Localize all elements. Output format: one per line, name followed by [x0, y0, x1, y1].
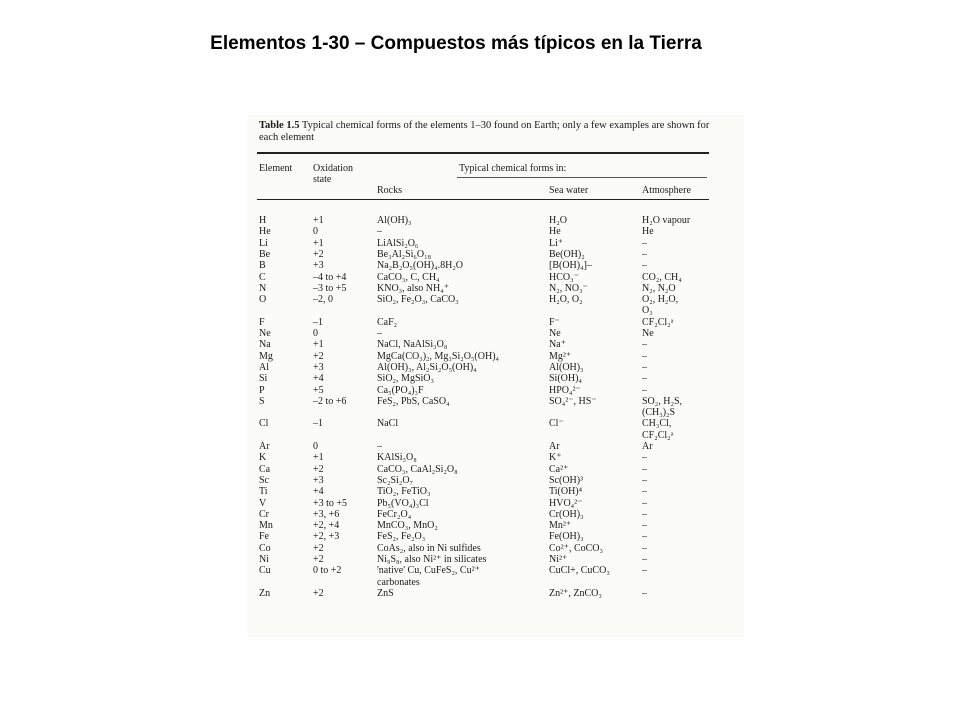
table-row: [247, 294, 744, 305]
cell-atmosphere: CH₃Cl,: [642, 418, 672, 430]
table-row: [247, 464, 744, 475]
cell-rocks: FeCr₂O₄: [377, 508, 412, 520]
table-row: [247, 441, 744, 452]
cell-oxidation: –1: [313, 316, 323, 328]
cell-atmosphere: O₂, H₂O,: [642, 294, 679, 306]
cell-element: Ti: [259, 486, 268, 498]
table-row: [247, 260, 744, 271]
cell-sea-water: Li⁺: [549, 237, 564, 249]
cell-atmosphere: SO₂, H₂S,: [642, 395, 683, 407]
cell-atmosphere: He: [642, 226, 654, 238]
cell-oxidation: +5: [313, 384, 324, 396]
table-row: [247, 565, 744, 576]
table-row: [247, 373, 744, 384]
table-row: [247, 486, 744, 497]
cell-sea-water: N₂, NO₃⁻: [549, 282, 588, 294]
cell-oxidation: +2, +4: [313, 520, 340, 532]
cell-element: Be: [259, 248, 271, 260]
cell-oxidation: +1: [313, 339, 324, 351]
cell-rocks: 'native' Cu, CuFeS₂, Cu²⁺: [377, 565, 480, 577]
cell-sea-water: Ni²⁺: [549, 554, 568, 565]
cell-oxidation: +1: [313, 215, 324, 226]
cell-atmosphere: Ne: [642, 328, 654, 339]
cell-oxidation: –2 to +6: [313, 395, 347, 407]
table-row: [247, 430, 744, 441]
cell-oxidation: +2: [313, 542, 324, 554]
cell-sea-water: Na⁺: [549, 339, 566, 351]
cell-atmosphere: –: [642, 587, 647, 599]
cell-element: Cu: [259, 565, 271, 577]
cell-atmosphere: CF₂Cl₂ᵃ: [642, 429, 674, 441]
cell-oxidation: +2: [313, 350, 324, 362]
cell-oxidation: +3: [313, 361, 324, 373]
cell-element: P: [259, 384, 265, 396]
cell-atmosphere: –: [642, 237, 647, 249]
cell-oxidation: +4: [313, 486, 324, 498]
table-row: [247, 418, 744, 429]
table-row: [247, 531, 744, 542]
cell-sea-water: [B(OH)₄]–: [549, 260, 592, 272]
cell-sea-water: Mn²⁺: [549, 520, 572, 532]
cell-sea-water: Be(OH)₂: [549, 248, 585, 260]
cell-atmosphere: –: [642, 508, 647, 520]
cell-oxidation: +2: [313, 587, 324, 599]
cell-element: Co: [259, 542, 271, 554]
table-row: [247, 317, 744, 328]
cell-rocks: SiO₂, Fe₂O₃, CaCO₃: [377, 294, 459, 306]
table-caption-text: Typical chemical forms of the elements 1–30 found on Earth; only a few examples are shown for each element: [259, 120, 710, 143]
cell-oxidation: 0: [313, 328, 318, 339]
table-label: Table 1.5: [259, 120, 300, 131]
cell-rocks: CaCO₃, CaAl₂Si₂O₈: [377, 463, 458, 475]
cell-sea-water: CuCl+, CuCO₃: [549, 565, 610, 577]
table-row: [247, 385, 744, 396]
cell-atmosphere: CF₂Cl₂ᵃ: [642, 316, 674, 328]
cell-sea-water: Ar: [549, 441, 560, 452]
table-row: [247, 362, 744, 373]
table-row: [247, 339, 744, 350]
cell-element: K: [259, 452, 267, 464]
cell-atmosphere: N₂, N₂O: [642, 282, 676, 294]
cell-oxidation: +3: [313, 474, 324, 486]
cell-element: O: [259, 294, 267, 306]
cell-rocks: SiO₂, MgSiO₃: [377, 373, 434, 385]
header-sea-water: Sea water: [549, 185, 589, 196]
cell-oxidation: +3 to +5: [313, 497, 348, 509]
cell-atmosphere: –: [642, 520, 647, 532]
cell-element: Zn: [259, 587, 271, 599]
cell-oxidation: 0: [313, 226, 318, 238]
cell-sea-water: HCO₃⁻: [549, 271, 579, 283]
table-row: [247, 226, 744, 237]
table-row: [247, 498, 744, 509]
cell-atmosphere: H₂O vapour: [642, 215, 691, 226]
cell-element: Ar: [259, 441, 270, 452]
cell-oxidation: –4 to +4: [313, 271, 347, 283]
cell-sea-water: SO₄²⁻, HS⁻: [549, 395, 597, 407]
cell-rocks: Be₃Al₂Si₆O₁₈: [377, 248, 432, 260]
table-row: [247, 238, 744, 249]
cell-rocks: KNO₃, also NH₄⁺: [377, 282, 449, 294]
cell-atmosphere: –: [642, 248, 647, 260]
cell-sea-water: Fe(OH)₃: [549, 531, 584, 543]
table-row: [247, 554, 744, 565]
cell-rocks: KAlSi₃O₈: [377, 452, 417, 464]
header-element: Element: [259, 163, 293, 174]
cell-atmosphere: –: [642, 565, 647, 577]
cell-sea-water: Ca²⁺: [549, 463, 569, 475]
cell-atmosphere: –: [642, 531, 647, 543]
table-caption: [259, 120, 729, 144]
cell-oxidation: +1: [313, 452, 324, 464]
cell-atmosphere: –: [642, 452, 647, 464]
cell-element: Ca: [259, 463, 271, 475]
scanned-table: [247, 115, 744, 637]
cell-oxidation: +3: [313, 260, 324, 272]
cell-atmosphere: (CH₃)₂S: [642, 407, 676, 419]
cell-element: N: [259, 282, 267, 294]
table-row: [247, 520, 744, 531]
cell-rocks: Sc₂Si₂O₇: [377, 474, 414, 486]
table-row: [247, 272, 744, 283]
cell-element: Cl: [259, 418, 269, 430]
cell-rocks: –: [377, 328, 382, 339]
cell-atmosphere: –: [642, 554, 647, 565]
cell-element: Ne: [259, 328, 271, 339]
table-row: [247, 305, 744, 316]
cell-element: V: [259, 497, 267, 509]
cell-rocks: MgCa(CO₃)₂, Mg₃Si₂O₅(OH)₄: [377, 350, 500, 362]
cell-rocks: –: [377, 441, 382, 452]
cell-oxidation: –1: [313, 418, 323, 430]
cell-rocks: CoAs₂, also in Ni sulfides: [377, 542, 481, 554]
cell-sea-water: Mg²⁺: [549, 350, 572, 362]
cell-rocks: FeS₂, PbS, CaSO₄: [377, 395, 450, 407]
top-rule: [257, 152, 709, 154]
cell-rocks: FeS₂, Fe₂O₃: [377, 531, 426, 543]
cell-atmosphere: CO₂, CH₄: [642, 271, 682, 283]
cell-oxidation: +2: [313, 554, 324, 565]
cell-oxidation: +4: [313, 373, 324, 385]
cell-sea-water: Al(OH)₃: [549, 361, 584, 373]
cell-element: Mg: [259, 350, 273, 362]
cell-rocks: Ca₅(PO₄)₃F: [377, 384, 424, 396]
cell-sea-water: H₂O: [549, 215, 567, 226]
table-row: [247, 407, 744, 418]
cell-rocks: MnCO₃, MnO₂: [377, 520, 438, 532]
table-row: [247, 283, 744, 294]
cell-atmosphere: –: [642, 373, 647, 385]
cell-rocks: Na₂B₂O₅(OH)₄.8H₂O: [377, 260, 464, 272]
cell-oxidation: –2, 0: [313, 294, 333, 306]
table-row: [247, 215, 744, 226]
cell-element: Na: [259, 339, 271, 351]
cell-atmosphere: –: [642, 260, 647, 272]
cell-element: Fe: [259, 531, 269, 543]
cell-element: F: [259, 316, 265, 328]
cell-atmosphere: –: [642, 497, 647, 509]
cell-oxidation: +2: [313, 463, 324, 475]
cell-element: Sc: [259, 474, 269, 486]
cell-oxidation: –3 to +5: [313, 282, 347, 294]
cell-oxidation: 0 to +2: [313, 565, 342, 577]
header-rocks: Rocks: [377, 185, 402, 196]
cell-atmosphere: –: [642, 463, 647, 475]
cell-rocks: NaCl, NaAlSi₃O₈: [377, 339, 448, 351]
cell-element: B: [259, 260, 266, 272]
cell-element: Ni: [259, 554, 269, 565]
cell-element: S: [259, 395, 265, 407]
cell-rocks: LiAlSi₂O₆: [377, 237, 419, 249]
cell-sea-water: Si(OH)₄: [549, 373, 582, 385]
cell-atmosphere: –: [642, 361, 647, 373]
cell-sea-water: K⁺: [549, 452, 562, 464]
cell-element: C: [259, 271, 266, 283]
cell-rocks: CaF₂: [377, 316, 398, 328]
table-row: [247, 588, 744, 599]
table-row: [247, 396, 744, 407]
header-oxidation-1: Oxidation: [313, 163, 353, 174]
cell-sea-water: F⁻: [549, 316, 560, 328]
table-row: [247, 543, 744, 554]
table-row: [247, 452, 744, 463]
cell-rocks: Pb₅(VO₄)₃Cl: [377, 497, 429, 509]
cell-atmosphere: –: [642, 542, 647, 554]
cell-sea-water: He: [549, 226, 561, 238]
cell-atmosphere: O₃: [642, 305, 653, 317]
cell-rocks: carbonates: [377, 576, 420, 588]
cell-sea-water: Sc(OH)³: [549, 474, 584, 486]
cell-atmosphere: –: [642, 350, 647, 362]
header-rule: [257, 199, 709, 200]
cell-rocks: Al(OH)₃, Al₂Si₂O₅(OH)₄: [377, 361, 477, 373]
cell-sea-water: Ti(OH)⁴: [549, 486, 583, 498]
cell-rocks: CaCO₃, C, CH₄: [377, 271, 440, 283]
cell-element: Cr: [259, 508, 269, 520]
cell-oxidation: +2: [313, 248, 324, 260]
table-row: [247, 577, 744, 588]
header-oxidation-2: state: [313, 174, 332, 185]
cell-rocks: TiO₂, FeTiO₃: [377, 486, 431, 498]
cell-sea-water: Cr(OH)₃: [549, 508, 584, 520]
cell-rocks: Al(OH)₃: [377, 215, 412, 226]
cell-oxidation: +3, +6: [313, 508, 340, 520]
header-atmosphere: Atmosphere: [642, 185, 691, 196]
cell-rocks: NaCl: [377, 418, 399, 430]
cell-element: Mn: [259, 520, 273, 532]
table-row: [247, 249, 744, 260]
cell-sea-water: Co²⁺, CoCO₃: [549, 542, 603, 554]
table-row: [247, 328, 744, 339]
cell-element: Si: [259, 373, 268, 385]
cell-rocks: ZnS: [377, 587, 394, 599]
cell-element: He: [259, 226, 271, 238]
group-rule: [457, 177, 707, 178]
table-row: [247, 351, 744, 362]
cell-sea-water: Zn²⁺, ZnCO₃: [549, 587, 602, 599]
cell-atmosphere: –: [642, 384, 647, 396]
cell-element: Li: [259, 237, 268, 249]
cell-rocks: Ni₉S₈, also Ni²⁺ in silicates: [377, 554, 487, 565]
header-group: Typical chemical forms in:: [459, 163, 567, 174]
cell-rocks: –: [377, 226, 382, 238]
cell-sea-water: Cl⁻: [549, 418, 564, 430]
cell-sea-water: HPO₄²⁻: [549, 384, 581, 396]
cell-sea-water: Ne: [549, 328, 561, 339]
cell-element: H: [259, 215, 267, 226]
cell-sea-water: HVO₄²⁻: [549, 497, 583, 509]
cell-element: Al: [259, 361, 269, 373]
cell-atmosphere: –: [642, 339, 647, 351]
slide-title: Elementos 1-30 – Compuestos más típicos en la Tierra: [210, 33, 702, 54]
cell-oxidation: +1: [313, 237, 324, 249]
cell-sea-water: H₂O, O₂: [549, 294, 583, 306]
table-row: [247, 475, 744, 486]
cell-atmosphere: –: [642, 486, 647, 498]
cell-atmosphere: Ar: [642, 441, 653, 452]
cell-oxidation: 0: [313, 441, 318, 452]
cell-atmosphere: –: [642, 474, 647, 486]
table-row: [247, 509, 744, 520]
cell-oxidation: +2, +3: [313, 531, 340, 543]
